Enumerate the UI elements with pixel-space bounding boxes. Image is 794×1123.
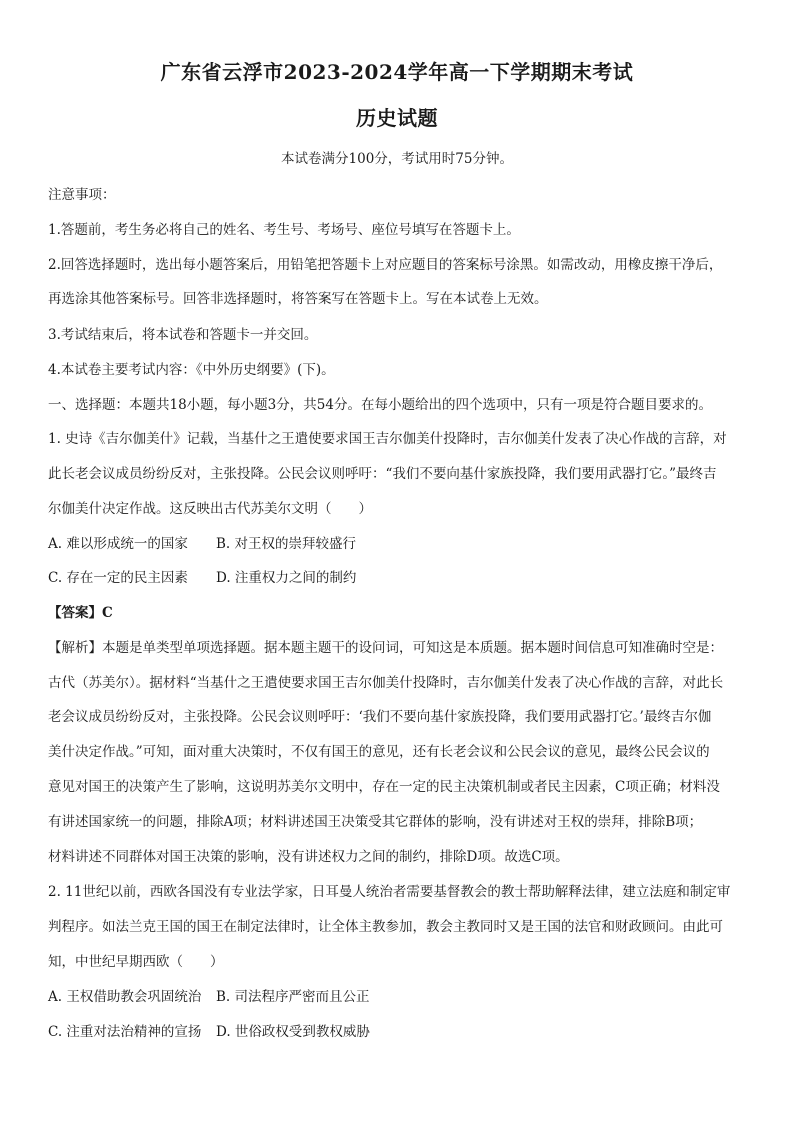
q1-option-b: B. 对王权的崇拜较盛行 <box>216 536 357 552</box>
q1-option-a: A. 难以形成统一的国家 <box>48 536 188 552</box>
q2-option-a: A. 王权借助教会巩固统治 <box>48 989 202 1005</box>
q1-stem-line-3: 尔伽美什决定作战。这反映出古代苏美尔文明（ ） <box>48 501 372 517</box>
q1-answer: 【答案】C <box>48 605 113 621</box>
exam-title: 广东省云浮市2023-2024学年高一下学期期末考试 <box>160 60 634 84</box>
q1-stem-line-2: 此长老会议成员纷纷反对，主张投降。公民会议则呼吁：“我们不要向基什家族投降，我们要用武器打它。”最终吉 <box>48 466 717 482</box>
q2-stem-line-1: 2. 11世纪以前，西欧各国没有专业法学家，日耳曼人统治者需要基督教会的教士帮助解释法律，建立法庭和制定审 <box>48 884 731 900</box>
q1-analysis-line-1: 【解析】本题是单类型单项选择题。据本题主题干的设问词，可知这是本质题。据本题时间信息可知准确时空是： <box>48 640 723 656</box>
q1-analysis-line-3: 老会议成员纷纷反对，主张投降。公民会议则呼吁：‘我们不要向基什家族投降，我们要用武器打它。’最终吉尔伽 <box>48 709 712 725</box>
notice-item-1: 1.答题前，考生务必将自己的姓名、考生号、考场号、座位号填写在答题卡上。 <box>48 222 520 238</box>
notice-item-3: 3.考试结束后，将本试卷和答题卡一并交回。 <box>48 327 318 343</box>
exam-meta: 本试卷满分100分，考试用时75分钟。 <box>281 151 513 167</box>
subject-title: 历史试题 <box>356 106 438 130</box>
q2-stem-line-3: 知，中世纪早期西欧（ ） <box>48 954 224 970</box>
q2-option-b: B. 司法程序严密而且公正 <box>216 989 370 1005</box>
q1-analysis-line-5: 意见对国王的决策产生了影响，这说明苏美尔文明中，存在一定的民主决策机制或者民主因素，C项正确；材料没 <box>48 779 720 795</box>
q1-analysis-line-6: 有讲述国家统一的问题，排除A项；材料讲述国王决策受其它群体的影响，没有讲述对王权的崇拜，排除B项； <box>48 814 703 830</box>
q1-analysis-line-7: 材料讲述不同群体对国王决策的影响，没有讲述权力之间的制约，排除D项。故选C项。 <box>48 849 569 865</box>
notice-heading: 注意事项： <box>48 187 116 203</box>
q1-analysis-line-4: 美什决定作战。”可知，面对重大决策时，不仅有国王的意见，还有长老会议和公民会议的意见，最终公民会议的 <box>48 744 710 760</box>
notice-item-2-cont: 再选涂其他答案标号。回答非选择题时，将答案写在答题卡上。写在本试卷上无效。 <box>48 291 548 307</box>
section-heading: 一、选择题：本题共18小题，每小题3分，共54分。在每小题给出的四个选项中，只有一项是符合题目要求的。 <box>48 397 712 413</box>
q1-option-c: C. 存在一定的民主因素 <box>48 570 188 586</box>
q2-option-d: D. 世俗政权受到教权威胁 <box>216 1024 370 1040</box>
q2-option-c: C. 注重对法治精神的宣扬 <box>48 1024 202 1040</box>
q1-analysis-line-2: 古代（苏美尔）。据材料“当基什之王遣使要求国王吉尔伽美什投降时，吉尔伽美什发表了决心作战的言辞，对此长 <box>48 675 724 691</box>
notice-item-4: 4.本试卷主要考试内容：《中外历史纲要》(下)。 <box>48 362 335 378</box>
notice-item-2: 2.回答选择题时，选出每小题答案后，用铅笔把答题卡上对应题目的答案标号涂黑。如需改动，用橡皮擦干净后， <box>48 257 723 273</box>
q2-stem-line-2: 判程序。如法兰克王国的国王在制定法律时，让全体主教参加，教会主教同时又是王国的法官和财政顾问。由此可 <box>48 919 723 935</box>
q1-stem-line-1: 1. 史诗《吉尔伽美什》记载，当基什之王遣使要求国王吉尔伽美什投降时，吉尔伽美什发表了决心作战的言辞，对 <box>48 431 727 447</box>
q1-option-d: D. 注重权力之间的制约 <box>216 570 357 586</box>
